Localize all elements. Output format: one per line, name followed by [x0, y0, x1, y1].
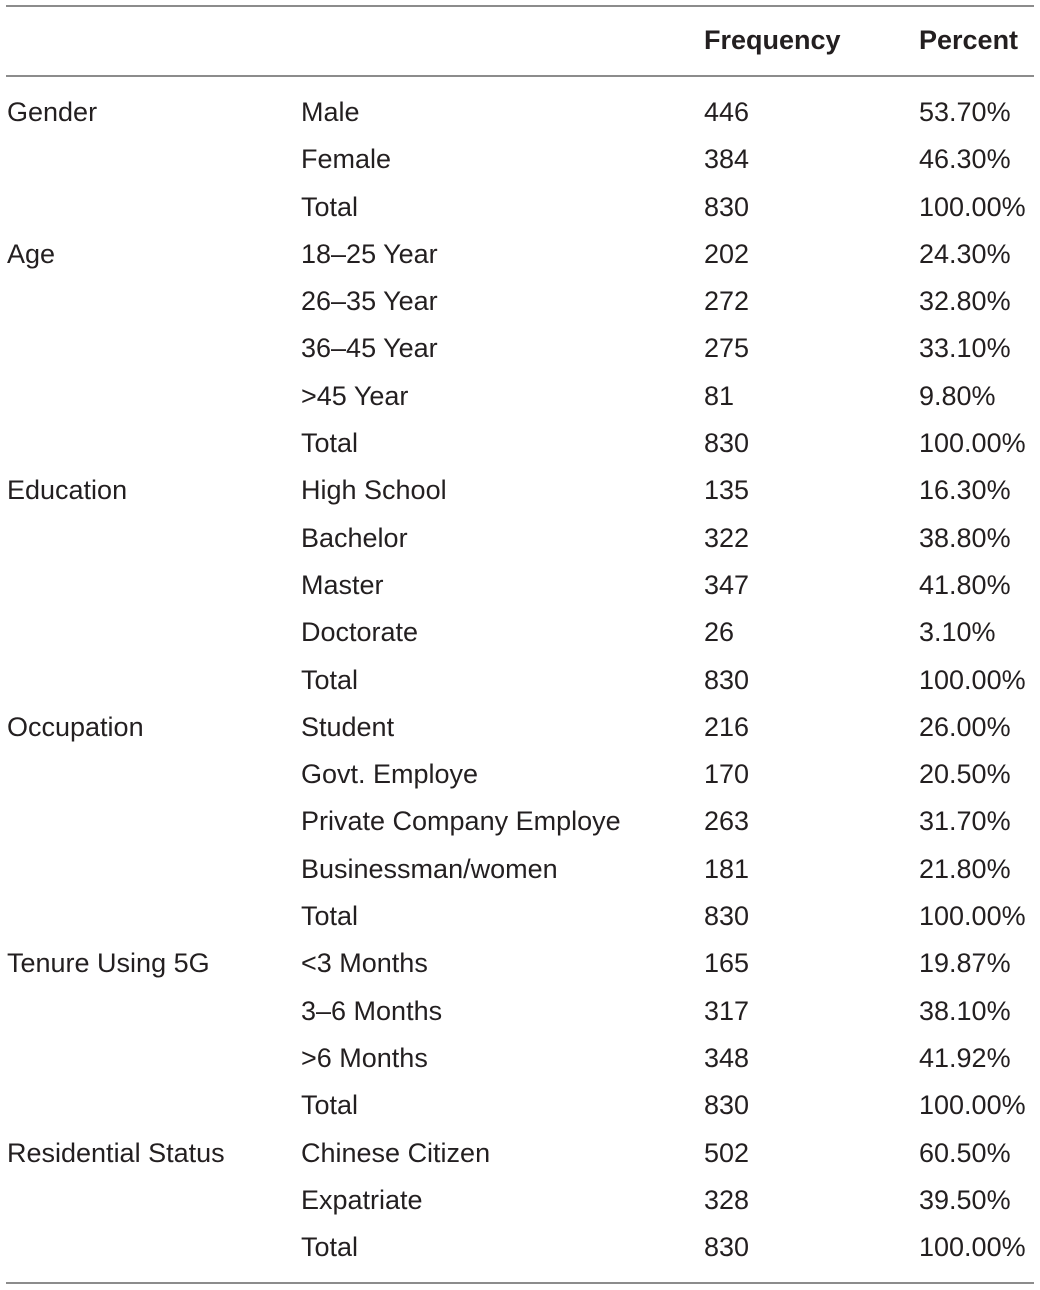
row-percent: 32.80% [919, 286, 1011, 317]
table-row [0, 420, 1040, 467]
row-subcategory: Total [301, 428, 359, 459]
table-row [0, 798, 1040, 845]
row-category: Occupation [7, 711, 144, 742]
table-row [0, 1035, 1040, 1082]
row-category: Age [7, 238, 56, 269]
table-row [0, 184, 1040, 231]
row-percent: 33.10% [919, 333, 1011, 364]
table-row [0, 988, 1040, 1035]
row-frequency: 202 [704, 238, 750, 269]
row-percent: 100.00% [919, 428, 1026, 459]
row-percent: 100.00% [919, 191, 1026, 222]
row-subcategory: Govt. Employe [301, 759, 479, 790]
row-frequency: 502 [704, 1137, 750, 1168]
row-percent: 41.92% [919, 1042, 1011, 1073]
row-frequency: 81 [704, 380, 735, 411]
row-subcategory: Chinese Citizen [301, 1137, 491, 1168]
row-category: Residential Status [7, 1137, 225, 1168]
row-frequency: 830 [704, 1232, 750, 1263]
row-percent: 21.80% [919, 853, 1011, 884]
row-subcategory: Bachelor [301, 522, 408, 553]
row-frequency: 216 [704, 711, 750, 742]
table-row [0, 609, 1040, 656]
table-row [0, 1224, 1040, 1271]
row-percent: 9.80% [919, 380, 996, 411]
row-subcategory: Total [301, 1090, 359, 1121]
table-row [0, 940, 1040, 987]
row-frequency: 830 [704, 1090, 750, 1121]
row-percent: 19.87% [919, 948, 1011, 979]
row-frequency: 322 [704, 522, 750, 553]
row-percent: 53.70% [919, 97, 1011, 127]
row-frequency: 275 [704, 333, 750, 364]
row-frequency: 347 [704, 569, 750, 600]
row-percent: 41.80% [919, 569, 1011, 600]
row-percent: 46.30% [919, 144, 1011, 175]
row-subcategory: 36–45 Year [301, 333, 438, 364]
row-frequency: 135 [704, 475, 750, 506]
row-frequency: 830 [704, 191, 750, 222]
row-category: Tenure Using 5G [7, 948, 210, 979]
row-subcategory: 26–35 Year [301, 286, 438, 317]
table-row [0, 467, 1040, 514]
row-percent: 38.10% [919, 995, 1011, 1026]
row-frequency: 830 [704, 664, 750, 695]
table-row [0, 846, 1040, 893]
row-percent: 20.50% [919, 759, 1011, 790]
table-row [0, 1177, 1040, 1224]
table-header-row [0, 7, 1040, 75]
table-row [0, 1082, 1040, 1129]
row-frequency: 348 [704, 1042, 750, 1073]
table-row [0, 373, 1040, 420]
row-category: Education [7, 475, 128, 506]
row-subcategory: >6 Months [301, 1042, 428, 1073]
row-percent: 16.30% [919, 475, 1011, 506]
table-row [0, 231, 1040, 278]
table-body [0, 89, 1040, 1271]
table-row [0, 515, 1040, 562]
row-percent: 24.30% [919, 238, 1011, 269]
row-percent: 26.00% [919, 711, 1011, 742]
table-row [0, 657, 1040, 704]
table-row [0, 1130, 1040, 1177]
row-subcategory: Doctorate [301, 617, 419, 648]
row-percent: 3.10% [919, 617, 996, 648]
row-frequency: 317 [704, 995, 750, 1026]
row-frequency: 830 [704, 428, 750, 459]
row-category: Gender [7, 97, 98, 127]
row-subcategory: Total [301, 191, 359, 222]
row-subcategory: 18–25 Year [301, 238, 438, 269]
row-subcategory: Expatriate [301, 1184, 423, 1215]
row-subcategory: >45 Year [301, 380, 409, 411]
header-percent: Percent [919, 25, 1019, 55]
row-percent: 100.00% [919, 901, 1026, 932]
table-row [0, 136, 1040, 183]
row-subcategory: Private Company Employe [301, 806, 621, 837]
table-row [0, 893, 1040, 940]
table-row [0, 89, 1040, 136]
row-frequency: 263 [704, 806, 750, 837]
row-subcategory: 3–6 Months [301, 995, 443, 1026]
row-subcategory: Total [301, 664, 359, 695]
table-header-rule [6, 75, 1034, 77]
row-frequency: 272 [704, 286, 750, 317]
table-row [0, 751, 1040, 798]
row-frequency: 328 [704, 1184, 750, 1215]
row-subcategory: Male [301, 97, 360, 127]
row-percent: 38.80% [919, 522, 1011, 553]
row-percent: 39.50% [919, 1184, 1011, 1215]
row-frequency: 830 [704, 901, 750, 932]
row-frequency: 165 [704, 948, 750, 979]
row-subcategory: Student [301, 711, 395, 742]
row-percent: 60.50% [919, 1137, 1011, 1168]
row-subcategory: Businessman/women [301, 853, 558, 884]
row-frequency: 181 [704, 853, 750, 884]
table-row [0, 704, 1040, 751]
row-percent: 100.00% [919, 1232, 1026, 1263]
row-subcategory: Female [301, 144, 392, 175]
row-subcategory: <3 Months [301, 948, 428, 979]
row-frequency: 170 [704, 759, 750, 790]
table-row [0, 278, 1040, 325]
row-subcategory: Total [301, 901, 359, 932]
row-subcategory: High School [301, 475, 447, 506]
row-frequency: 384 [704, 144, 750, 175]
row-frequency: 26 [704, 617, 735, 648]
table-row [0, 562, 1040, 609]
table-bottom-rule [6, 1282, 1034, 1284]
row-subcategory: Master [301, 569, 384, 600]
table-row [0, 325, 1040, 372]
row-percent: 100.00% [919, 1090, 1026, 1121]
row-frequency: 446 [704, 97, 750, 127]
row-percent: 100.00% [919, 664, 1026, 695]
row-percent: 31.70% [919, 806, 1011, 837]
header-frequency: Frequency [704, 25, 841, 55]
row-subcategory: Total [301, 1232, 359, 1263]
